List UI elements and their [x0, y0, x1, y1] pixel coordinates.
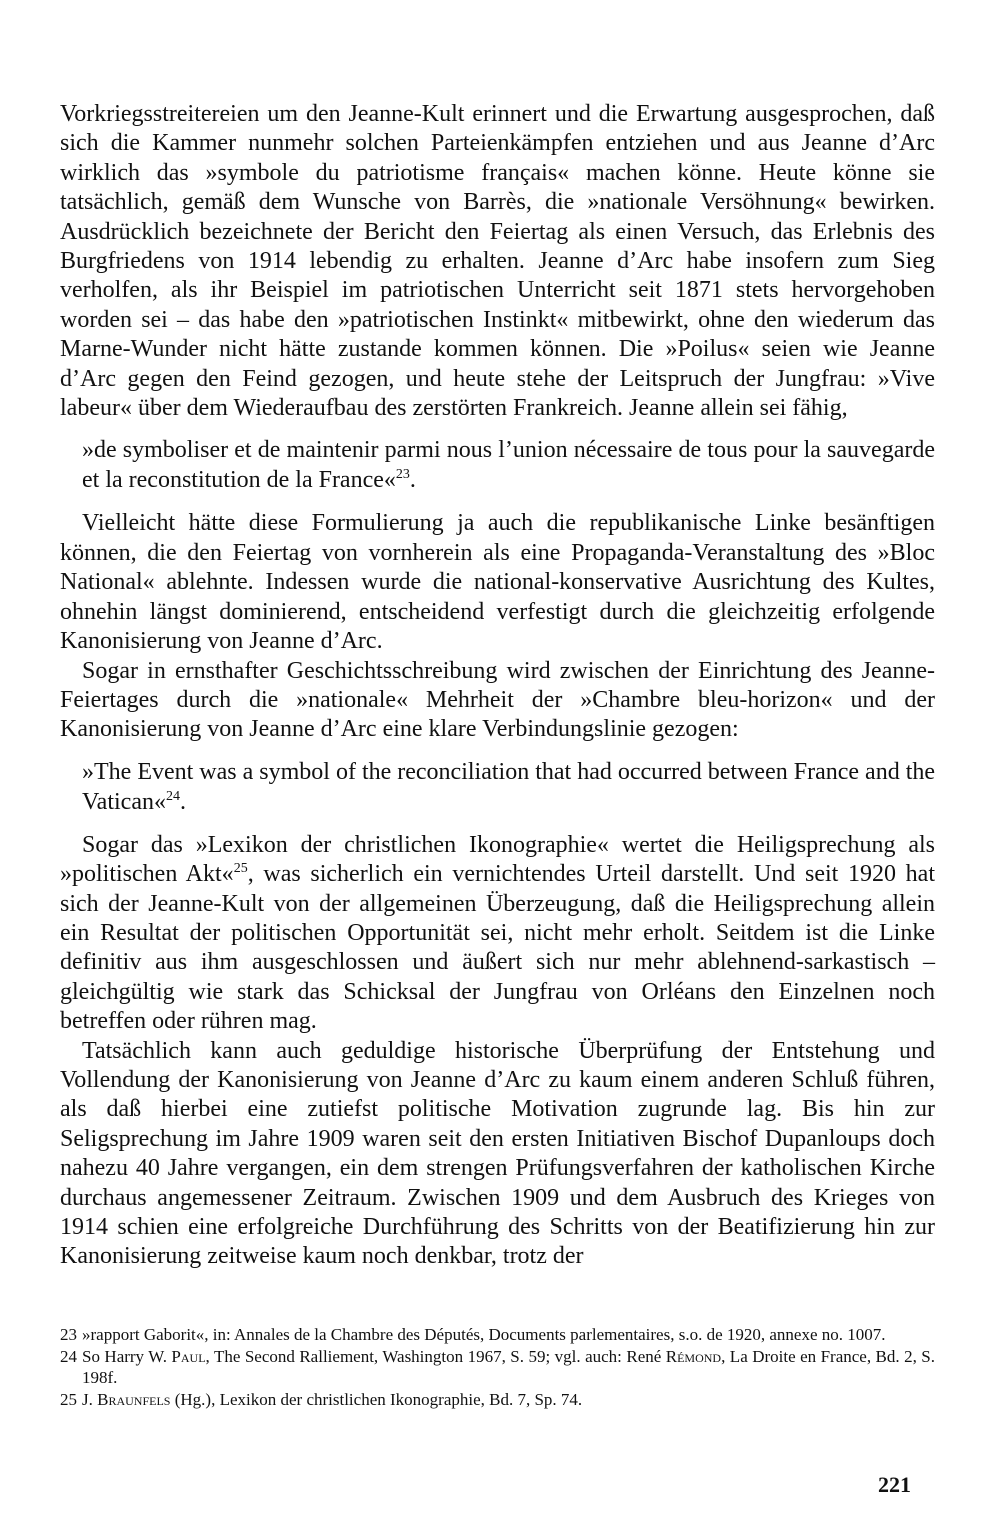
footnote-text	[82, 1389, 935, 1410]
block-quote-2	[82, 757, 935, 817]
author-name: Paul	[171, 1347, 206, 1366]
footnote-text-part: , The Second Ralliement, Washington 1967, S. 59; vgl. auch: René	[205, 1347, 666, 1366]
paragraph-5: Tatsächlich kann auch geduldige historische Überprüfung der Entstehung und Vollendung der Kanonisierung von Jeanne d’Arc zu kaum einem anderen Schluß führen, als daß hierbei eine zutiefst politische Motivation zugrunde lag. Bis hin zur Seligsprechung im Jahre 1909 waren seit den ersten Initiativen Bischof Dupanloups doch nahezu 40 Jahre vergangen, ein dem strengen Prüfungsverfahren der katholischen Kirche durchaus angemessener Zeitraum. Zwischen 1909 und dem Ausbruch des Krieges von 1914 schien eine erfolgreiche Durchführung des Schritts von der Beatifizierung hin zur Kanonisierung zeitweise kaum noch denkbar, trotz der	[60, 1037, 935, 1270]
footnote-text-part: (Hg.), Lexikon der christlichen Ikonographie, Bd. 7, Sp. 74.	[170, 1390, 583, 1409]
block-quote-1	[82, 435, 935, 495]
footnote-25	[60, 1389, 935, 1410]
footnote-text-part: J.	[82, 1390, 98, 1409]
footnote-ref-23[interactable]: 23	[395, 467, 410, 483]
footnote-text: »rapport Gaborit«, in: Annales de la Chambre des Députés, Documents parlementaires, s.o. de 1920, annexe no. 1007.	[82, 1325, 886, 1344]
quote-end: .	[409, 467, 416, 494]
paragraph-3: Sogar in ernsthafter Geschichtsschreibung wird zwischen der Einrichtung des Jeanne-Feiertages durch die »nationale« Mehrheit der »Chambre bleu-horizon« und der Kanonisierung von Jeanne d’Arc eine klare Verbindungslinie gezogen:	[60, 657, 935, 743]
footnote-text-part: , La Droite en France, Bd. 2, S. 198f.	[82, 1347, 936, 1387]
page-number: 221	[878, 1472, 911, 1497]
paragraph-1: Vorkriegsstreitereien um den Jeanne-Kult erinnert und die Erwartung ausgesprochen, daß sich die Kammer nunmehr solchen Parteienkämpfen entziehen und aus Jeanne d’Arc wirklich das »symbole du patriotisme français« machen könne. Heute könne sie tatsächlich, gemäß dem Wunsche von Barrès, die »nationale Versöhnung« bewirken. Ausdrücklich bezeichnete der Bericht den Feiertag als einen Versuch, das Erlebnis des Burgfriedens von 1914 lebendig zu erhalten. Jeanne d’Arc habe insofern zum Sieg verholfen, als ihr Beispiel im patriotischen Unterricht seit 1871 stets hervorgehoben worden sei – das habe den »patriotischen Instinkt« mitbewirkt, ohne den wiederum das Marne-Wunder nicht hätte zustande kommen können. Die »Poilus« seien wie Jeanne d’Arc gegen den Feind gezogen, und heute stehe der Leitspruch der Jungfrau: »Vive labeur« über dem Wiederaufbau des zerstörten Frankreich. Jeanne allein sei fähig,	[60, 101, 935, 422]
author-name: Rémond	[665, 1347, 722, 1366]
paragraph-2: Vielleicht hätte diese Formulierung ja auch die republikanische Linke besänftigen können, die den Feiertag von vornherein als eine Propaganda-Veranstaltung des »Bloc National« ablehnte. Indessen wurde die national-konservative Ausrichtung des Kultes, ohnehin längst dominierend, entscheidend verfestigt durch die gleichzeitig erfolgende Kanonisierung von Jeanne d’Arc.	[60, 510, 935, 655]
footnote-ref-25[interactable]: 25	[233, 861, 248, 877]
paragraph-4-rest: , was sicherlich ein vernichtendes Urteil darstellt. Und seit 1920 hat sich der Jeanne-Kult von der allgemeinen Überzeugung, daß die Heiligsprechung allein ein Resultat der politischen Opportunität sei, nicht mehr erholt. Seitdem ist die Linke definitiv aus ihm ausgeschlossen und äußert sich nur mehr ablehnend-sarkastisch – gleichgültig wie stark das Schicksal der Jungfrau von Orléans den Einzelnen noch betreffen oder rühren mag.	[60, 861, 936, 1035]
footnotes	[60, 1324, 935, 1411]
quote-text: »de symboliser et de maintenir parmi nous l’union nécessaire de tous pour la sauvegarde et la reconstitution de la France«	[82, 437, 935, 494]
quote-end: .	[179, 788, 186, 815]
quote-text: »The Event was a symbol of the reconciliation that had occurred between France and the Vatican«	[82, 758, 936, 815]
footnote-number: 23	[60, 1325, 77, 1344]
footnote-23	[60, 1324, 935, 1345]
author-name: Braunfels	[97, 1390, 171, 1409]
footnote-ref-24[interactable]: 24	[165, 788, 180, 804]
paragraph-4-start: Sogar das »Lexikon der christlichen Ikonographie« wertet die Heiligsprechung als »politischen Akt«	[60, 831, 935, 888]
footnote-number: 24	[60, 1347, 77, 1366]
paragraph-4	[60, 831, 935, 1037]
footnote-text-part: So Harry W.	[82, 1347, 172, 1366]
footnote-number: 25	[60, 1390, 77, 1409]
footnote-24	[60, 1346, 935, 1388]
main-text	[60, 100, 935, 1272]
footnote-text	[82, 1346, 935, 1388]
